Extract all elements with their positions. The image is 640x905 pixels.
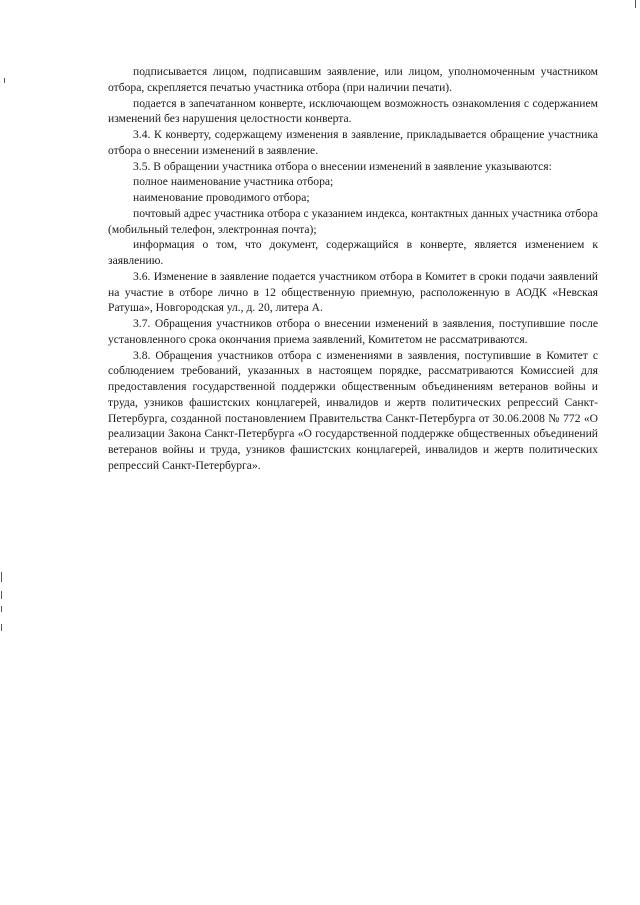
scan-artifact <box>4 78 5 83</box>
paragraph-signature-requirement: подписывается лицом, подписавшим заявление, или лицом, уполномоченным участником отбора, скрепляется печатью участника отбора (при наличии печати). <box>108 65 598 94</box>
scan-artifact <box>635 0 636 8</box>
list-item-selection-name: наименование проводимого отбора; <box>133 191 310 204</box>
list-item-full-name: полное наименование участника отбора; <box>133 175 334 189</box>
paragraph-3-5: 3.5. В обращении участника отбора о внесении изменений в заявление указываются: <box>133 159 552 173</box>
paragraph-3-4: 3.4. К конверту, содержащему изменения в заявление, прикладывается обращение участника отбора о внесении изменений в заявление. <box>108 128 598 157</box>
scan-artifact <box>1 572 2 582</box>
paragraph-3-6: 3.6. Изменение в заявление подается участником отбора в Комитет в сроки подачи заявлений на участие в отборе лично в 12 общественную приемную, расположенную в АОДК «Невская Ратуша», Новгородская ул., д. 20, литера А. <box>108 269 598 315</box>
list-item-postal-address: почтовый адрес участника отбора с указанием индекса, контактных данных участника отбора (мобильный телефон, электронная почта); <box>108 206 598 236</box>
paragraph-3-7: 3.7. Обращения участников отбора о внесении изменений в заявления, поступившие после установленного срока окончания приема заявлений, Комитетом не рассматриваются. <box>108 317 598 346</box>
scan-artifact <box>1 624 2 631</box>
document-body <box>108 64 598 474</box>
paragraph-3-8: 3.8. Обращения участников отбора с изменениями в заявления, поступившие в Комитет с соблюдением требований, указанных в настоящем порядке, рассматриваются Комиссией для предоставления государственной поддержки общественным объединениям ветеранов войны и труда, узников фашистских концлагерей, инвалидов и жертв политических репрессий Санкт-Петербурга, созданной постановлением Правительства Санкт-Петербурга от 30.06.2008 № 772 «О реализации Закона Санкт-Петербурга «О государственной поддержке общественных объединений ветеранов войны и труда, узников фашистских концлагерей, инвалидов и жертв политических репрессий Санкт-Петербурга». <box>108 348 598 472</box>
scan-artifact <box>1 591 2 599</box>
scan-artifact <box>1 606 2 612</box>
list-item-envelope-info: информация о том, что документ, содержащийся в конверте, является изменением к заявлению. <box>108 238 598 267</box>
paragraph-sealed-envelope: подается в запечатанном конверте, исключающем возможность ознакомления с содержанием изменений без нарушения целостности конверта. <box>108 96 598 126</box>
